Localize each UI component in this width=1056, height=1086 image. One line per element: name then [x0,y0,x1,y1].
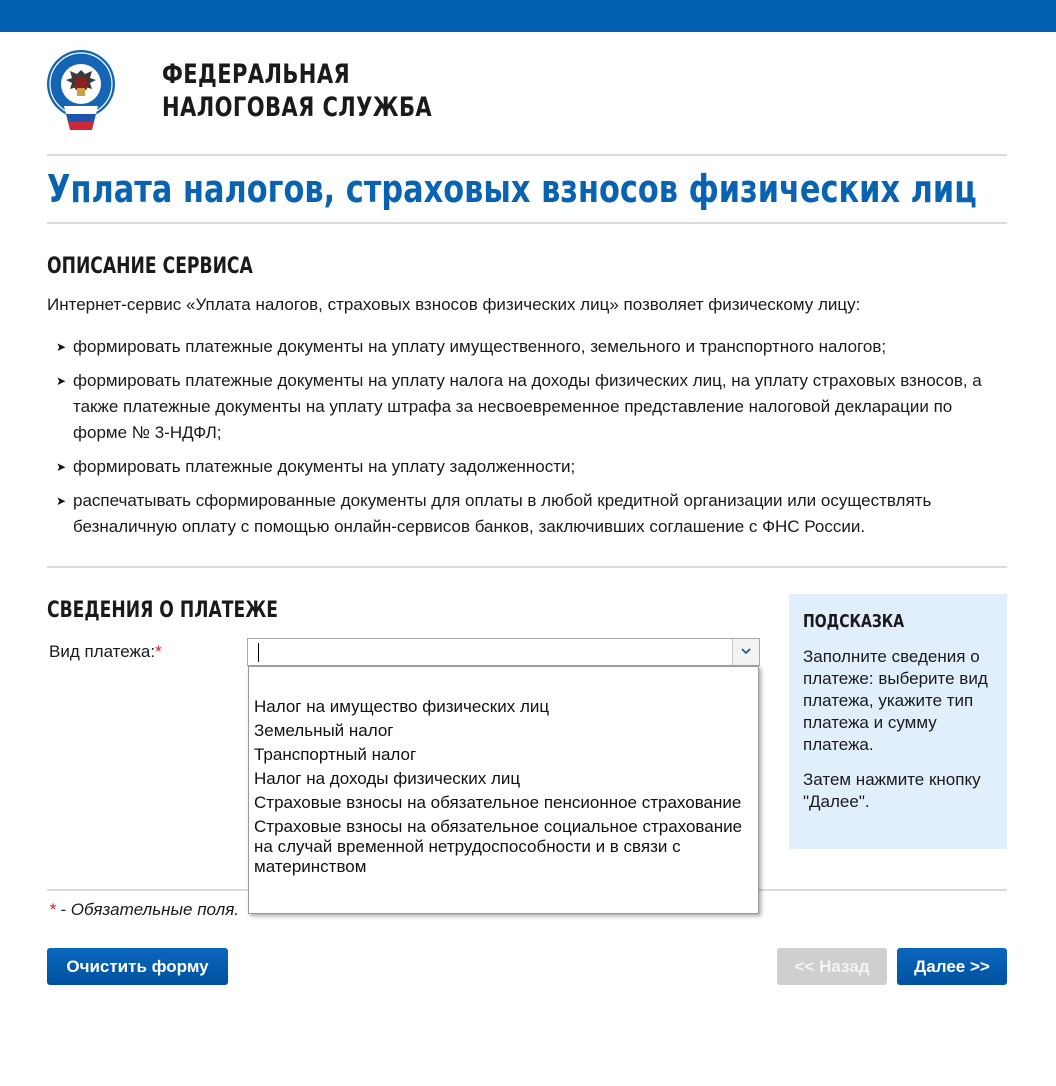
divider [47,222,1007,224]
dropdown-option[interactable]: Земельный налог [254,721,394,740]
hint-panel [789,594,1007,849]
payment-type-label: Вид платежа:* [49,642,162,661]
chevron-down-icon [741,648,751,655]
hint-text: Заполните сведения о платеже: выберите вид платежа, укажите тип платежа и сумму платежа. [803,647,988,754]
org-name-line1: ФЕДЕРАЛЬНАЯ [162,59,351,90]
hint-title: ПОДСКАЗКА [803,611,905,632]
text-caret [258,643,259,662]
list-item: ➤ формировать платежные документы на уплату задолженности; [56,457,576,476]
bullet-arrow-icon: ➤ [56,340,67,354]
bullet-arrow-icon: ➤ [56,374,67,388]
payment-type-dropdown [248,666,759,914]
top-bar [0,0,1056,32]
hint-text: Затем нажмите кнопку "Далее". [803,770,981,811]
org-name-line2: НАЛОГОВАЯ СЛУЖБА [162,92,433,123]
bullet-arrow-icon: ➤ [56,494,67,508]
required-mark: * [49,900,56,919]
back-button[interactable]: << Назад [777,948,887,985]
payment-heading: СВЕДЕНИЯ О ПЛАТЕЖЕ [47,598,278,623]
dropdown-option[interactable]: Налог на имущество физических лиц [254,697,550,716]
divider [47,154,1007,156]
org-name [162,58,432,124]
payment-type-select[interactable] [247,638,760,666]
divider [47,566,1007,568]
description-intro: Интернет-сервис «Уплата налогов, страховых взносов физических лиц» позволяет физическому лицу: [47,295,861,314]
bullet-arrow-icon: ➤ [56,460,67,474]
list-item: ➤ формировать платежные документы на уплату имущественного, земельного и транспортного налогов; [56,337,887,356]
list-item: ➤ распечатывать сформированные документы для оплаты в любой кредитной организации или осуществлять безналичную оплату с помощью онлайн-сервисов банков, заключивших соглашение с ФНС России. [56,491,932,536]
description-list [56,334,996,548]
dropdown-option[interactable]: Страховые взносы на обязательное пенсионное страхование [254,793,742,812]
required-fields-note: * - Обязательные поля. [49,900,240,919]
dropdown-option[interactable]: Транспортный налог [254,745,417,764]
description-heading: ОПИСАНИЕ СЕРВИСА [47,254,253,279]
dropdown-option[interactable]: Налог на доходы физических лиц [254,769,521,788]
required-mark: * [155,642,162,661]
next-button[interactable]: Далее >> [897,948,1007,985]
fns-emblem-icon [46,42,116,138]
clear-form-button[interactable]: Очистить форму [47,948,228,985]
page-title: Уплата налогов, страховых взносов физических лиц [47,167,977,211]
dropdown-toggle-button[interactable] [732,639,759,665]
dropdown-option[interactable]: Страховые взносы на обязательное социальное страхование на случай временной нетрудоспособности и в связи с материнством [254,817,743,876]
list-item: ➤ формировать платежные документы на уплату налога на доходы физических лиц, на уплату страховых взносов, а также платежные документы на уплату штрафа за несвоевременное представление налоговой декларации по форме № 3-НДФЛ; [56,371,982,442]
